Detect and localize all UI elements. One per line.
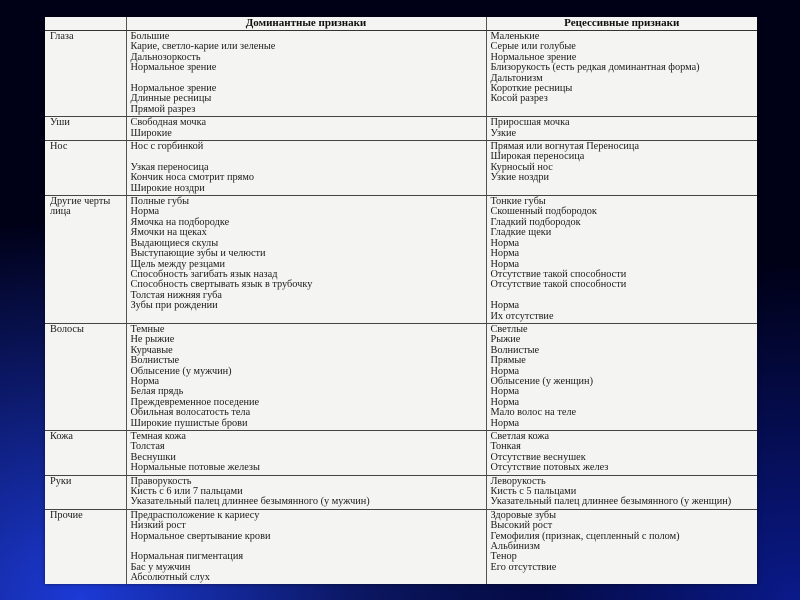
recessive-trait: Его отсутствие	[490, 561, 557, 573]
recessive-trait: Гемофилия (признак, сцепленный с полом)	[490, 530, 680, 542]
dominant-trait: Предрасположение к кариесу	[130, 509, 260, 521]
recessive-trait: Мало волос на теле	[490, 407, 577, 419]
recessive-trait: Леворукость	[490, 475, 546, 487]
dominant-trait: Облысение (у мужчин)	[130, 365, 232, 377]
recessive-trait: Гладкий подбородок	[490, 216, 581, 228]
dominant-cell	[126, 31, 486, 117]
recessive-trait: Гладкие щеки	[490, 227, 552, 239]
recessive-trait: Узкие	[490, 127, 517, 139]
recessive-trait: Маленькие	[490, 31, 540, 42]
dominant-trait: Темные	[130, 323, 165, 335]
recessive-trait: Светлые	[490, 323, 528, 335]
table-row	[45, 117, 757, 141]
dominant-trait: Узкая переносица	[130, 161, 209, 173]
dominant-trait: Ямочка на подбородке	[130, 216, 230, 228]
dominant-cell	[126, 117, 486, 141]
recessive-trait: Узкие ноздри	[490, 172, 550, 184]
dominant-cell	[126, 475, 486, 509]
category-cell: Прочие	[45, 509, 126, 584]
recessive-cell	[486, 430, 757, 475]
category-cell: Уши	[45, 117, 126, 141]
dominant-trait: Преждевременное поседение	[130, 396, 260, 408]
dominant-trait: Нормальные потовые железы	[130, 462, 260, 474]
table-row	[45, 475, 757, 509]
recessive-trait: Короткие ресницы	[490, 83, 573, 95]
table-row	[45, 323, 757, 430]
dominant-cell	[126, 196, 486, 324]
dominant-trait: Широкие ноздри	[130, 182, 205, 194]
recessive-trait: Тенор	[490, 551, 517, 563]
dominant-trait: Нормальное зрение	[130, 62, 217, 74]
table-body	[45, 31, 757, 585]
dominant-trait: Широкие	[130, 127, 172, 139]
dominant-trait: Толстая	[130, 441, 165, 453]
dominant-cell	[126, 509, 486, 584]
header-row	[45, 17, 757, 31]
dominant-trait: Широкие пушистые брови	[130, 417, 248, 429]
category-cell: Волосы	[45, 323, 126, 430]
dominant-trait: Карие, светло-карие или зеленые	[130, 41, 276, 53]
recessive-cell	[486, 141, 757, 196]
recessive-trait: Норма	[490, 396, 520, 408]
recessive-trait: Скошенный подбородок	[490, 206, 597, 218]
dominant-trait: Дальнозоркость	[130, 51, 201, 63]
dominant-trait: Темная кожа	[130, 430, 186, 442]
recessive-trait: Норма	[490, 258, 520, 270]
recessive-trait: Отсутствие такой способности	[490, 268, 627, 280]
dominant-trait: Белая прядь	[130, 386, 184, 398]
category-cell: Другие черты лица	[45, 196, 126, 324]
recessive-trait: Приросшая мочка	[490, 117, 570, 129]
dominant-trait: Большие	[130, 31, 170, 42]
dominant-trait: Бас у мужчин	[130, 561, 191, 573]
dominant-trait: Веснушки	[130, 451, 176, 463]
dominant-trait: Выдающиеся скулы	[130, 237, 219, 249]
table-row	[45, 31, 757, 117]
recessive-trait: Широкая переносица	[490, 151, 585, 163]
recessive-cell	[486, 475, 757, 509]
category-cell: Руки	[45, 475, 126, 509]
recessive-cell	[486, 31, 757, 117]
dominant-trait: Толстая нижняя губа	[130, 289, 222, 301]
recessive-trait: Норма	[490, 248, 520, 260]
dominant-trait: Низкий рост	[130, 520, 186, 532]
traits-table	[45, 17, 757, 584]
recessive-trait: Серые или голубые	[490, 41, 576, 53]
recessive-trait: Дальтонизм	[490, 72, 543, 84]
dominant-trait: Обильная волосатость тела	[130, 407, 251, 419]
recessive-trait: Тонкие губы	[490, 196, 546, 208]
dominant-trait: Способность свертывать язык в трубочку	[130, 279, 313, 291]
recessive-trait: Норма	[490, 365, 520, 377]
recessive-cell	[486, 323, 757, 430]
header-recessive: Рецессивные признаки	[486, 17, 757, 31]
recessive-trait: Отсутствие такой способности	[490, 279, 627, 291]
dominant-trait: Нормальная пигментация	[130, 551, 244, 563]
recessive-trait: Прямые	[490, 355, 526, 367]
recessive-trait: Здоровые зубы	[490, 509, 557, 521]
dominant-cell	[126, 141, 486, 196]
recessive-trait: Прямая или вогнутая Переносица	[490, 141, 640, 153]
dominant-trait: Зубы при рождении	[130, 300, 218, 312]
category-cell: Нос	[45, 141, 126, 196]
recessive-trait: Альбинизм	[490, 541, 540, 553]
recessive-trait: Их отсутствие	[490, 310, 554, 322]
dominant-trait: Не рыжие	[130, 334, 175, 346]
category-cell: Глаза	[45, 31, 126, 117]
dominant-trait: Курчавые	[130, 344, 173, 356]
document-page	[45, 17, 757, 584]
recessive-cell	[486, 196, 757, 324]
dominant-trait: Ямочки на щеках	[130, 227, 207, 239]
dominant-trait: Нормальное свертывание крови	[130, 530, 271, 542]
dominant-trait: Норма	[130, 375, 160, 387]
dominant-trait: Нормальное зрение	[130, 83, 217, 95]
recessive-trait: Отсутствие потовых желез	[490, 462, 609, 474]
recessive-trait: Близорукость (есть редкая доминантная форма)	[490, 62, 700, 74]
dominant-trait: Полные губы	[130, 196, 190, 208]
dominant-trait: Прямой разрез	[130, 103, 196, 115]
recessive-trait: Косой разрез	[490, 93, 548, 105]
dominant-trait: Свободная мочка	[130, 117, 207, 129]
recessive-cell	[486, 117, 757, 141]
category-cell: Кожа	[45, 430, 126, 475]
dominant-trait: Кисть с 6 или 7 пальцами	[130, 486, 243, 498]
dominant-cell	[126, 323, 486, 430]
recessive-trait: Облысение (у женщин)	[490, 375, 593, 387]
recessive-trait: Норма	[490, 386, 520, 398]
dominant-cell	[126, 430, 486, 475]
recessive-trait: Кисть с 5 пальцами	[490, 486, 577, 498]
header-category	[45, 17, 126, 31]
dominant-trait: Абсолютный слух	[130, 572, 210, 584]
recessive-trait: Указательный палец длиннее безымянного (у женщин)	[490, 496, 732, 508]
dominant-trait: Длинные ресницы	[130, 93, 212, 105]
recessive-trait: Тонкая	[490, 441, 521, 453]
recessive-trait: Светлая кожа	[490, 430, 550, 442]
recessive-trait: Норма	[490, 237, 520, 249]
dominant-trait: Кончик носа смотрит прямо	[130, 172, 255, 184]
table-row	[45, 430, 757, 475]
header-dominant: Доминантные признаки	[126, 17, 486, 31]
recessive-trait: Отсутствие веснушек	[490, 451, 586, 463]
table-row	[45, 509, 757, 584]
recessive-trait: Нормальное зрение	[490, 51, 577, 63]
blank-line	[491, 291, 755, 301]
table-row	[45, 196, 757, 324]
dominant-trait: Выступающие зубы и челюсти	[130, 248, 266, 260]
dominant-trait: Волнистые	[130, 355, 180, 367]
recessive-trait: Рыжие	[490, 334, 521, 346]
dominant-trait: Способность загибать язык назад	[130, 268, 278, 280]
recessive-trait: Курносый нос	[490, 161, 553, 173]
dominant-trait: Праворукость	[130, 475, 192, 487]
recessive-cell	[486, 509, 757, 584]
recessive-trait: Высокий рост	[490, 520, 553, 532]
recessive-trait: Норма	[490, 300, 520, 312]
dominant-trait: Щель между резцами	[130, 258, 226, 270]
recessive-trait: Волнистые	[490, 344, 540, 356]
recessive-trait: Норма	[490, 417, 520, 429]
table-row	[45, 141, 757, 196]
dominant-trait: Указательный палец длиннее безымянного (у мужчин)	[130, 496, 370, 508]
dominant-trait: Нос с горбинкой	[130, 141, 204, 153]
dominant-trait: Норма	[130, 206, 160, 218]
